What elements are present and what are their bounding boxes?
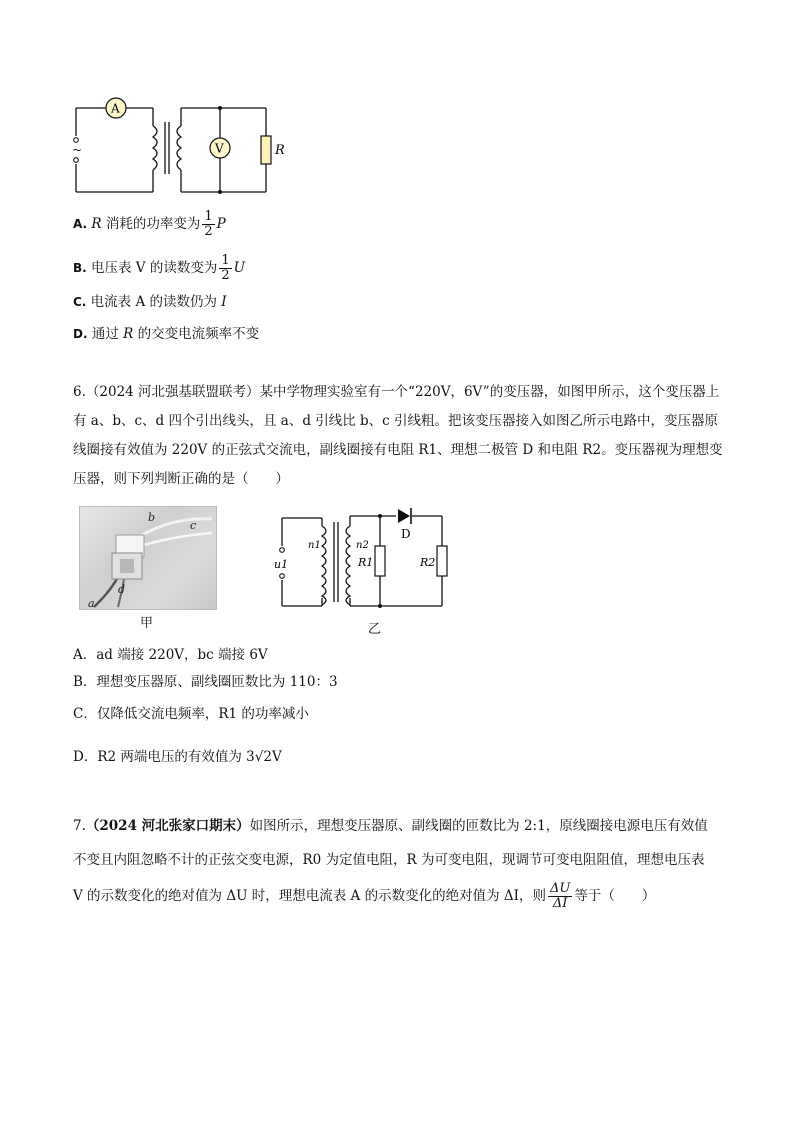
q6-source: （2024 河北强基联盟联考） [85,384,260,400]
q6-option-b[interactable]: B．理想变压器原、副线圈匝数比为 110：3 [73,674,338,690]
q7-number: 7. [73,818,86,834]
label-u1: u1 [274,558,289,571]
photo-label-c: c [190,519,197,532]
q5-option-d[interactable]: D. 通过 R 的交变电流频率不变 [73,326,260,342]
q5-circuit-diagram [70,96,300,198]
q6-option-a[interactable]: A．ad 端接 220V，bc 端接 6V [73,647,268,663]
fraction: $\frac{1}{2}$ [221,253,230,283]
ammeter-label: A [111,101,120,116]
figure-yi-caption: 乙 [368,622,382,637]
voltmeter-label: V [215,141,224,156]
label-n1: n1 [308,540,321,551]
label-R1: R1 [358,556,374,569]
fraction: $\frac{1}{2}$ [204,209,213,239]
transformer-photo [79,506,217,610]
photo-label-d: d [118,583,126,596]
q6-option-c[interactable]: C．仅降低交流电频率，R1 的功率减小 [73,706,309,722]
q5-option-c[interactable]: C. 电流表 A 的读数仍为 I [73,294,227,310]
delta-fraction: $\frac{\Delta U}{\Delta I}$ [549,881,571,911]
source-terminal-top [74,138,79,143]
q6-number: 6. [73,384,86,400]
source-terminal-bottom [74,158,79,163]
label-n2: n2 [356,540,369,551]
label-D: D [401,527,411,541]
q6-circuit-diagram [270,500,450,612]
ac-source-symbol: ~ [72,143,83,157]
resistor-R [261,136,271,164]
q7-source: （2024 河北张家口期末） [85,818,250,834]
q6-stem: 6.（2024 河北强基联盟联考）某中学物理实验室有一个“220V，6V”的变压器，如图甲所示，这个变压器上 有 a、b、c、d 四个引出线头，且 a、d 引线比 b、c 引线粗。把该变压器接入如图乙所示电路中，变压器原 线圈接有效值为 220V 的正弦式交流电，副线圈接有电阻 R1、理想二极管 D 和电阻 R2。变压器视为理想变 压器，则下列判断正确的是（ ） [73,384,723,487]
q5-option-b[interactable]: B. 电压表 V 的读数变为 $\frac{1}{2}$ U [73,253,246,283]
resistor-R1 [375,546,385,576]
photo-label-a: a [88,597,95,609]
photo-label-b: b [148,511,156,524]
q6-option-d[interactable]: D．R2 两端电压的有效值为 3√2V [73,749,282,765]
q7-stem: 7.（2024 河北张家口期末）如图所示，理想变压器原、副线圈的匝数比为 2:1，原线圈接电源电压有效值 不变且内阻忽略不计的正弦交变电源，R0 为定值电阻，R 为可变电阻，现调节可变电阻阻值，理想电压表 V 的示数变化的绝对值为 ΔU 时，理想电流表 A 的示数变化的绝对值为 ΔI，则 $\frac{\Delta U}{\Delta I}$ 等于（ ） [73,818,708,911]
resistor-label: R [275,143,285,158]
figure-jia-caption: 甲 [140,616,154,631]
q5-option-a[interactable]: A. R 消耗的功率变为 $\frac{1}{2}$ P [73,209,226,239]
diode-D [398,509,410,523]
label-R2: R2 [420,556,436,569]
resistor-R2 [437,546,447,576]
